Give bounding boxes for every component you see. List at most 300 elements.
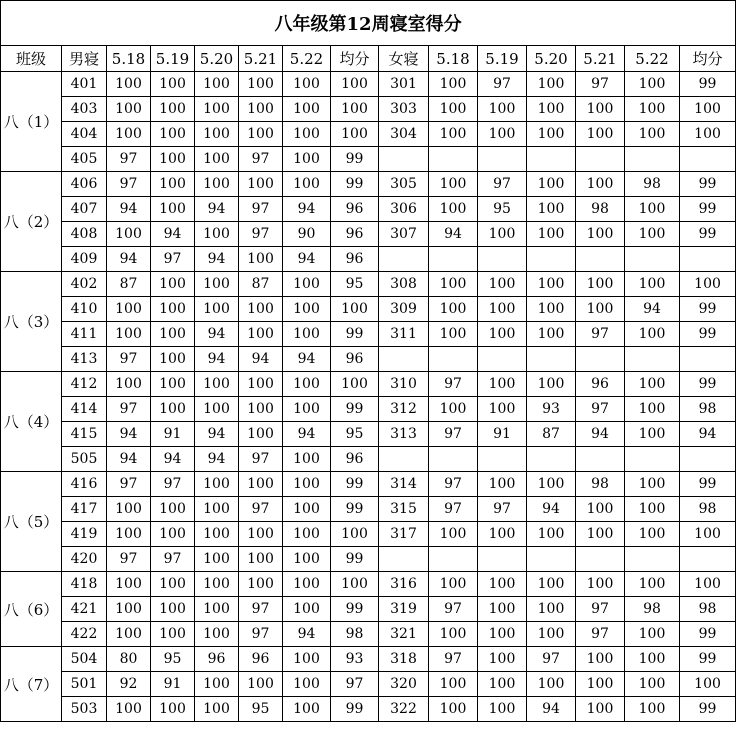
girls-score-cell: 100 — [527, 272, 576, 297]
girls-dorm-cell: 312 — [379, 397, 429, 422]
column-header: 5.21 — [239, 46, 283, 72]
boys-score-cell: 96 — [331, 347, 379, 372]
girls-score-cell: 100 — [429, 122, 478, 147]
boys-score-cell: 97 — [239, 222, 283, 247]
girls-dorm-cell — [379, 447, 429, 472]
boys-score-cell: 97 — [239, 447, 283, 472]
boys-score-cell: 99 — [331, 322, 379, 347]
boys-score-cell: 100 — [107, 597, 151, 622]
table-row — [1, 322, 736, 347]
girls-dorm-cell — [379, 147, 429, 172]
boys-score-cell: 91 — [151, 422, 195, 447]
boys-score-cell: 94 — [151, 222, 195, 247]
boys-score-cell: 100 — [151, 172, 195, 197]
boys-score-cell: 99 — [331, 597, 379, 622]
girls-score-cell: 100 — [625, 97, 680, 122]
table-row — [1, 197, 736, 222]
girls-score-cell: 100 — [576, 647, 625, 672]
column-header: 均分 — [331, 46, 379, 72]
girls-score-cell: 100 — [576, 297, 625, 322]
boys-dorm-cell: 411 — [62, 322, 107, 347]
boys-score-cell: 100 — [283, 322, 331, 347]
boys-dorm-cell: 410 — [62, 297, 107, 322]
girls-score-cell: 100 — [576, 172, 625, 197]
girls-score-cell: 99 — [680, 472, 736, 497]
boys-score-cell: 100 — [107, 97, 151, 122]
girls-score-cell — [576, 247, 625, 272]
girls-score-cell — [576, 347, 625, 372]
girls-score-cell: 100 — [429, 397, 478, 422]
boys-score-cell: 97 — [239, 597, 283, 622]
girls-score-cell: 99 — [680, 647, 736, 672]
boys-dorm-cell: 503 — [62, 697, 107, 722]
boys-dorm-cell: 404 — [62, 122, 107, 147]
girls-score-cell: 98 — [576, 472, 625, 497]
boys-score-cell: 100 — [331, 522, 379, 547]
boys-score-cell: 100 — [151, 497, 195, 522]
girls-score-cell — [576, 447, 625, 472]
boys-score-cell: 97 — [107, 172, 151, 197]
boys-dorm-cell: 413 — [62, 347, 107, 372]
girls-score-cell: 97 — [429, 497, 478, 522]
boys-dorm-cell: 501 — [62, 672, 107, 697]
boys-score-cell: 87 — [107, 272, 151, 297]
girls-score-cell: 100 — [625, 572, 680, 597]
girls-score-cell — [576, 147, 625, 172]
boys-score-cell: 100 — [195, 522, 239, 547]
boys-score-cell: 100 — [151, 97, 195, 122]
table-row — [1, 547, 736, 572]
girls-score-cell: 100 — [625, 197, 680, 222]
boys-score-cell: 100 — [195, 572, 239, 597]
girls-score-cell: 97 — [429, 372, 478, 397]
boys-score-cell: 100 — [239, 472, 283, 497]
boys-score-cell: 100 — [195, 597, 239, 622]
girls-score-cell: 100 — [429, 172, 478, 197]
boys-score-cell: 94 — [195, 197, 239, 222]
boys-score-cell: 100 — [283, 147, 331, 172]
girls-score-cell — [680, 247, 736, 272]
girls-score-cell: 100 — [527, 172, 576, 197]
girls-score-cell — [527, 447, 576, 472]
girls-score-cell: 100 — [478, 222, 527, 247]
girls-score-cell: 97 — [429, 472, 478, 497]
girls-score-cell: 98 — [625, 597, 680, 622]
boys-score-cell: 100 — [195, 122, 239, 147]
girls-score-cell: 100 — [576, 97, 625, 122]
girls-dorm-cell: 310 — [379, 372, 429, 397]
girls-dorm-cell — [379, 547, 429, 572]
boys-dorm-cell: 406 — [62, 172, 107, 197]
girls-score-cell — [576, 547, 625, 572]
boys-score-cell: 100 — [195, 497, 239, 522]
boys-score-cell: 100 — [195, 72, 239, 97]
girls-dorm-cell: 311 — [379, 322, 429, 347]
girls-score-cell: 100 — [625, 372, 680, 397]
girls-score-cell: 95 — [478, 197, 527, 222]
girls-dorm-cell: 316 — [379, 572, 429, 597]
girls-score-cell: 100 — [429, 97, 478, 122]
boys-dorm-cell: 505 — [62, 447, 107, 472]
boys-score-cell: 100 — [151, 622, 195, 647]
girls-score-cell: 94 — [527, 497, 576, 522]
girls-score-cell: 100 — [625, 322, 680, 347]
table-row — [1, 97, 736, 122]
girls-score-cell: 97 — [478, 497, 527, 522]
girls-score-cell: 100 — [625, 522, 680, 547]
boys-score-cell: 94 — [283, 247, 331, 272]
girls-score-cell: 100 — [478, 322, 527, 347]
boys-score-cell: 97 — [151, 547, 195, 572]
girls-score-cell: 99 — [680, 697, 736, 722]
girls-score-cell: 100 — [680, 97, 736, 122]
girls-score-cell: 96 — [576, 372, 625, 397]
girls-score-cell — [478, 247, 527, 272]
boys-score-cell: 100 — [283, 397, 331, 422]
girls-score-cell: 91 — [478, 422, 527, 447]
table-row — [1, 297, 736, 322]
boys-score-cell: 100 — [283, 672, 331, 697]
boys-score-cell: 100 — [239, 372, 283, 397]
boys-score-cell: 100 — [283, 472, 331, 497]
boys-score-cell: 100 — [331, 97, 379, 122]
boys-score-cell: 100 — [151, 697, 195, 722]
girls-score-cell — [429, 147, 478, 172]
table-row — [1, 172, 736, 197]
boys-score-cell: 100 — [239, 322, 283, 347]
girls-score-cell: 99 — [680, 172, 736, 197]
boys-score-cell: 94 — [107, 247, 151, 272]
girls-score-cell: 100 — [429, 297, 478, 322]
boys-score-cell: 99 — [331, 697, 379, 722]
boys-score-cell: 100 — [195, 672, 239, 697]
table-row — [1, 272, 736, 297]
table-row — [1, 497, 736, 522]
boys-score-cell: 100 — [195, 222, 239, 247]
girls-score-cell — [680, 547, 736, 572]
boys-score-cell: 96 — [195, 647, 239, 672]
girls-score-cell: 100 — [625, 472, 680, 497]
boys-score-cell: 100 — [283, 372, 331, 397]
boys-score-cell: 100 — [195, 172, 239, 197]
girls-score-cell — [625, 147, 680, 172]
boys-score-cell: 94 — [283, 197, 331, 222]
boys-score-cell: 99 — [331, 147, 379, 172]
girls-dorm-cell: 305 — [379, 172, 429, 197]
girls-score-cell: 100 — [429, 622, 478, 647]
girls-dorm-cell: 307 — [379, 222, 429, 247]
boys-dorm-cell: 402 — [62, 272, 107, 297]
girls-dorm-cell: 318 — [379, 647, 429, 672]
boys-score-cell: 100 — [107, 522, 151, 547]
boys-score-cell: 95 — [151, 647, 195, 672]
header-row — [1, 46, 736, 72]
boys-score-cell: 94 — [195, 447, 239, 472]
boys-score-cell: 100 — [239, 397, 283, 422]
boys-score-cell: 96 — [239, 647, 283, 672]
boys-dorm-cell: 407 — [62, 197, 107, 222]
boys-score-cell: 95 — [331, 272, 379, 297]
girls-score-cell: 100 — [429, 522, 478, 547]
table-row — [1, 122, 736, 147]
boys-score-cell: 100 — [239, 297, 283, 322]
girls-score-cell: 100 — [429, 697, 478, 722]
table-row — [1, 522, 736, 547]
boys-score-cell: 99 — [331, 497, 379, 522]
column-header: 5.19 — [478, 46, 527, 72]
girls-score-cell: 100 — [625, 222, 680, 247]
girls-score-cell: 97 — [429, 422, 478, 447]
boys-score-cell: 100 — [239, 97, 283, 122]
boys-score-cell: 100 — [107, 297, 151, 322]
boys-dorm-cell: 415 — [62, 422, 107, 447]
girls-dorm-cell: 320 — [379, 672, 429, 697]
boys-score-cell: 100 — [107, 622, 151, 647]
girls-score-cell: 97 — [429, 597, 478, 622]
boys-dorm-cell: 420 — [62, 547, 107, 572]
girls-dorm-cell: 303 — [379, 97, 429, 122]
girls-score-cell: 100 — [527, 522, 576, 547]
boys-dorm-cell: 401 — [62, 72, 107, 97]
boys-dorm-cell: 421 — [62, 597, 107, 622]
table-row — [1, 697, 736, 722]
boys-score-cell: 100 — [283, 272, 331, 297]
girls-score-cell: 100 — [478, 572, 527, 597]
boys-dorm-cell: 422 — [62, 622, 107, 647]
boys-score-cell: 97 — [239, 147, 283, 172]
boys-score-cell: 97 — [107, 472, 151, 497]
table-row — [1, 572, 736, 597]
girls-score-cell: 100 — [576, 272, 625, 297]
girls-score-cell: 100 — [429, 672, 478, 697]
girls-score-cell — [429, 347, 478, 372]
column-header: 5.20 — [527, 46, 576, 72]
girls-score-cell: 100 — [429, 197, 478, 222]
girls-dorm-cell: 319 — [379, 597, 429, 622]
girls-score-cell: 100 — [527, 572, 576, 597]
girls-score-cell: 100 — [680, 572, 736, 597]
girls-score-cell — [625, 247, 680, 272]
girls-score-cell: 100 — [527, 622, 576, 647]
girls-score-cell: 100 — [527, 322, 576, 347]
girls-score-cell: 100 — [478, 97, 527, 122]
boys-score-cell: 100 — [239, 422, 283, 447]
column-header: 女寝 — [379, 46, 429, 72]
girls-dorm-cell: 315 — [379, 497, 429, 522]
boys-score-cell: 94 — [107, 197, 151, 222]
boys-score-cell: 99 — [331, 397, 379, 422]
boys-score-cell: 100 — [195, 472, 239, 497]
boys-score-cell: 100 — [151, 147, 195, 172]
boys-score-cell: 100 — [107, 322, 151, 347]
girls-dorm-cell: 306 — [379, 197, 429, 222]
girls-score-cell — [478, 347, 527, 372]
boys-score-cell: 100 — [283, 122, 331, 147]
boys-score-cell: 100 — [331, 572, 379, 597]
girls-dorm-cell: 314 — [379, 472, 429, 497]
girls-score-cell: 100 — [576, 497, 625, 522]
girls-score-cell: 100 — [478, 372, 527, 397]
table-row — [1, 372, 736, 397]
boys-dorm-cell: 405 — [62, 147, 107, 172]
boys-score-cell: 100 — [151, 122, 195, 147]
class-cell: 八（4） — [1, 372, 62, 472]
class-cell: 八（7） — [1, 647, 62, 722]
girls-score-cell: 100 — [625, 397, 680, 422]
boys-score-cell: 100 — [151, 272, 195, 297]
boys-score-cell: 87 — [239, 272, 283, 297]
table-row — [1, 447, 736, 472]
girls-score-cell: 97 — [478, 172, 527, 197]
girls-score-cell: 100 — [625, 697, 680, 722]
girls-score-cell — [527, 547, 576, 572]
boys-score-cell: 100 — [239, 672, 283, 697]
girls-score-cell: 94 — [576, 422, 625, 447]
class-cell: 八（6） — [1, 572, 62, 647]
table-row — [1, 422, 736, 447]
boys-score-cell: 95 — [239, 697, 283, 722]
column-header: 5.21 — [576, 46, 625, 72]
girls-score-cell — [478, 147, 527, 172]
boys-score-cell: 100 — [151, 372, 195, 397]
girls-score-cell: 100 — [625, 647, 680, 672]
girls-score-cell: 94 — [527, 697, 576, 722]
girls-score-cell — [680, 347, 736, 372]
table-row — [1, 672, 736, 697]
boys-score-cell: 100 — [283, 497, 331, 522]
table-row — [1, 247, 736, 272]
girls-score-cell — [625, 547, 680, 572]
column-header: 5.18 — [107, 46, 151, 72]
boys-score-cell: 100 — [151, 522, 195, 547]
girls-score-cell: 97 — [576, 397, 625, 422]
girls-score-cell: 97 — [576, 622, 625, 647]
girls-score-cell: 100 — [527, 472, 576, 497]
girls-dorm-cell: 321 — [379, 622, 429, 647]
boys-score-cell: 100 — [283, 522, 331, 547]
girls-score-cell: 100 — [625, 422, 680, 447]
girls-score-cell — [680, 147, 736, 172]
girls-score-cell: 100 — [478, 647, 527, 672]
boys-score-cell: 100 — [195, 397, 239, 422]
boys-score-cell: 97 — [239, 497, 283, 522]
girls-score-cell: 100 — [429, 572, 478, 597]
girls-score-cell — [625, 447, 680, 472]
girls-score-cell — [478, 447, 527, 472]
class-cell: 八（1） — [1, 72, 62, 172]
girls-score-cell: 100 — [625, 497, 680, 522]
girls-score-cell: 100 — [527, 372, 576, 397]
column-header: 5.22 — [625, 46, 680, 72]
girls-score-cell: 100 — [527, 597, 576, 622]
girls-dorm-cell — [379, 247, 429, 272]
boys-score-cell: 100 — [195, 97, 239, 122]
girls-score-cell — [527, 147, 576, 172]
boys-score-cell: 97 — [151, 472, 195, 497]
boys-score-cell: 97 — [151, 247, 195, 272]
boys-score-cell: 94 — [151, 447, 195, 472]
table-row — [1, 397, 736, 422]
girls-score-cell: 100 — [478, 272, 527, 297]
girls-score-cell: 100 — [527, 197, 576, 222]
boys-score-cell: 100 — [239, 572, 283, 597]
boys-score-cell: 94 — [283, 422, 331, 447]
girls-score-cell — [429, 247, 478, 272]
boys-score-cell: 94 — [195, 422, 239, 447]
boys-score-cell: 94 — [283, 622, 331, 647]
girls-score-cell: 99 — [680, 297, 736, 322]
girls-score-cell: 99 — [680, 222, 736, 247]
boys-score-cell: 100 — [195, 272, 239, 297]
girls-score-cell: 100 — [478, 622, 527, 647]
boys-score-cell: 100 — [283, 447, 331, 472]
girls-score-cell: 100 — [429, 322, 478, 347]
girls-score-cell: 100 — [478, 597, 527, 622]
boys-score-cell: 100 — [107, 72, 151, 97]
girls-score-cell: 100 — [478, 122, 527, 147]
boys-score-cell: 100 — [195, 297, 239, 322]
boys-score-cell: 100 — [239, 172, 283, 197]
girls-dorm-cell: 304 — [379, 122, 429, 147]
girls-score-cell: 100 — [625, 72, 680, 97]
girls-score-cell: 100 — [576, 697, 625, 722]
girls-score-cell: 100 — [478, 672, 527, 697]
column-header: 5.18 — [429, 46, 478, 72]
girls-score-cell — [429, 547, 478, 572]
table-row — [1, 222, 736, 247]
boys-score-cell: 99 — [331, 172, 379, 197]
boys-score-cell: 100 — [283, 172, 331, 197]
girls-score-cell: 100 — [680, 272, 736, 297]
girls-score-cell: 98 — [680, 497, 736, 522]
girls-score-cell: 100 — [527, 297, 576, 322]
boys-score-cell: 93 — [331, 647, 379, 672]
table-row — [1, 147, 736, 172]
boys-dorm-cell: 419 — [62, 522, 107, 547]
table-row — [1, 347, 736, 372]
girls-score-cell: 100 — [478, 397, 527, 422]
girls-score-cell: 98 — [680, 397, 736, 422]
boys-score-cell: 100 — [151, 197, 195, 222]
girls-score-cell: 87 — [527, 422, 576, 447]
boys-score-cell: 100 — [283, 297, 331, 322]
boys-score-cell: 94 — [107, 447, 151, 472]
girls-score-cell: 98 — [625, 172, 680, 197]
girls-score-cell: 97 — [478, 72, 527, 97]
boys-score-cell: 100 — [151, 297, 195, 322]
girls-score-cell: 100 — [429, 72, 478, 97]
boys-dorm-cell: 504 — [62, 647, 107, 672]
boys-score-cell: 100 — [107, 497, 151, 522]
girls-score-cell: 99 — [680, 197, 736, 222]
girls-score-cell: 94 — [625, 297, 680, 322]
girls-score-cell: 100 — [680, 672, 736, 697]
girls-score-cell: 100 — [680, 522, 736, 547]
boys-score-cell: 100 — [107, 122, 151, 147]
boys-score-cell: 100 — [151, 347, 195, 372]
boys-score-cell: 100 — [331, 372, 379, 397]
girls-score-cell: 99 — [680, 72, 736, 97]
boys-dorm-cell: 417 — [62, 497, 107, 522]
boys-score-cell: 100 — [239, 122, 283, 147]
girls-score-cell: 100 — [576, 672, 625, 697]
girls-score-cell: 98 — [576, 197, 625, 222]
column-header: 5.19 — [151, 46, 195, 72]
girls-score-cell: 100 — [576, 572, 625, 597]
boys-score-cell: 91 — [151, 672, 195, 697]
boys-dorm-cell: 412 — [62, 372, 107, 397]
girls-score-cell — [429, 447, 478, 472]
